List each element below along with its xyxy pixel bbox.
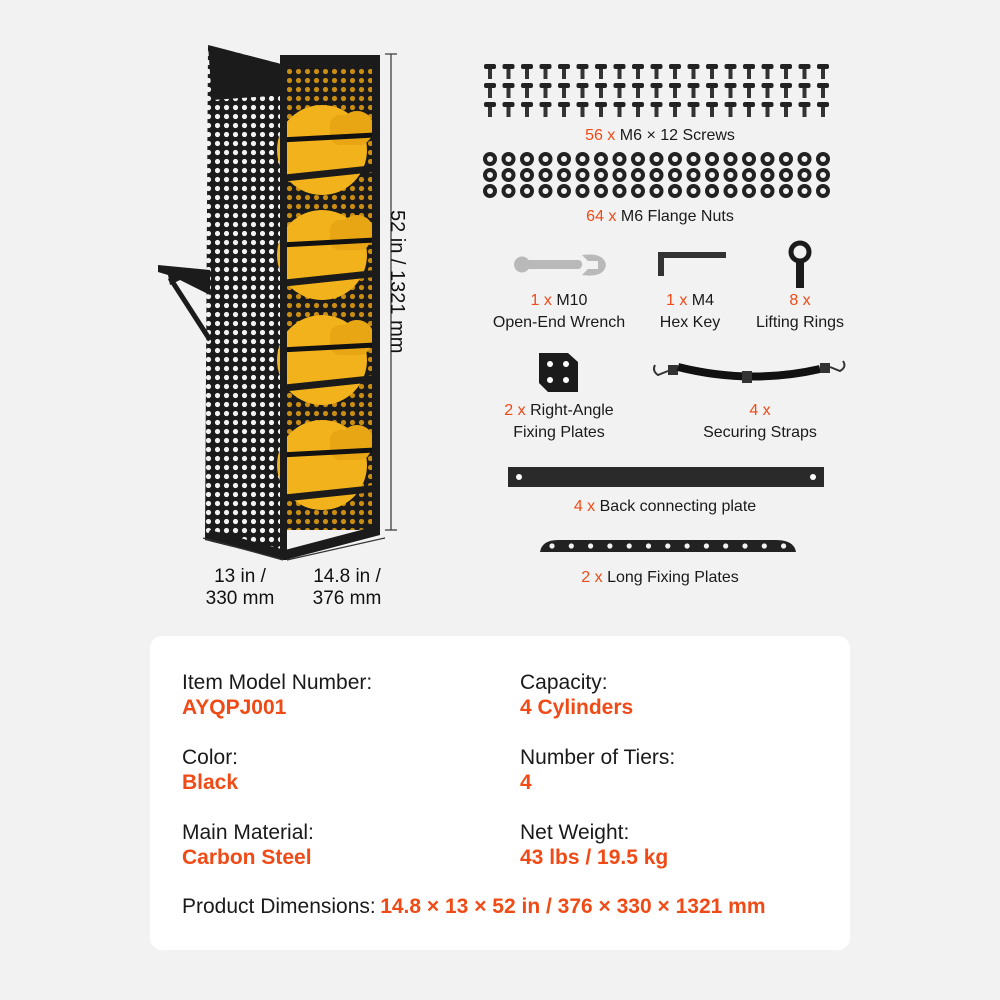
- nut-icon: [724, 152, 738, 166]
- nut-icon: [483, 184, 497, 198]
- spec-model: Item Model Number: AYQPJ001: [182, 671, 373, 719]
- back-connecting-plate-icon: [507, 465, 825, 489]
- hex-key-label: 1 x M4 Hex Key: [659, 292, 721, 331]
- screw-icon: [577, 83, 589, 98]
- nut-icon: [520, 152, 534, 166]
- nut-icon: [520, 184, 534, 198]
- securing-straps-label: 4 x Securing Straps: [703, 402, 817, 441]
- nut-icon: [687, 184, 701, 198]
- screw-icon: [614, 102, 626, 117]
- nut-icon: [557, 168, 571, 182]
- wrench-icon: [512, 250, 607, 280]
- screw-icon: [651, 83, 663, 98]
- nut-icon: [650, 168, 664, 182]
- screw-icon: [688, 64, 700, 79]
- screw-icon: [706, 102, 718, 117]
- nut-icon: [798, 184, 812, 198]
- screw-icon: [540, 102, 552, 117]
- screw-icon: [688, 83, 700, 98]
- spec-card: [150, 636, 850, 950]
- nut-icon: [502, 152, 516, 166]
- spec-tiers: Number of Tiers: 4: [520, 746, 676, 794]
- nut-icon: [613, 152, 627, 166]
- screw-icon: [632, 83, 644, 98]
- screw-icon: [540, 83, 552, 98]
- nut-icon: [687, 152, 701, 166]
- height-label: 52 in / 1321 mm: [386, 210, 408, 354]
- screw-icon: [725, 83, 737, 98]
- screw-icon: [669, 64, 681, 79]
- nut-icon: [539, 184, 553, 198]
- nut-icon: [724, 184, 738, 198]
- screw-icon: [817, 102, 829, 117]
- screw-icon: [503, 83, 515, 98]
- screw-icon: [614, 64, 626, 79]
- nut-icon: [576, 184, 590, 198]
- screw-icon: [706, 83, 718, 98]
- nut-icon: [798, 152, 812, 166]
- nut-icon: [742, 152, 756, 166]
- screw-icon: [725, 64, 737, 79]
- screw-icon: [595, 102, 607, 117]
- nut-icon: [613, 168, 627, 182]
- nut-icon: [705, 184, 719, 198]
- long-fixing-plate-icon: [538, 534, 798, 558]
- screw-icon: [799, 102, 811, 117]
- screw-icon: [706, 64, 718, 79]
- nut-icon: [594, 152, 608, 166]
- nut-icon: [576, 152, 590, 166]
- screw-icon: [799, 64, 811, 79]
- screw-icon: [651, 64, 663, 79]
- screw-icon: [762, 83, 774, 98]
- screw-icon: [780, 64, 792, 79]
- screw-icon: [688, 102, 700, 117]
- screw-icon: [669, 83, 681, 98]
- screw-icon: [632, 102, 644, 117]
- screw-icon: [521, 64, 533, 79]
- screw-icon: [651, 102, 663, 117]
- nut-icon: [705, 168, 719, 182]
- nut-icon: [687, 168, 701, 182]
- nut-icon: [816, 152, 830, 166]
- spec-color: Color: Black: [182, 746, 239, 794]
- nut-icon: [742, 168, 756, 182]
- base-dimension-lines: [195, 530, 405, 570]
- nut-icon: [816, 168, 830, 182]
- screw-icon: [484, 102, 496, 117]
- right-angle-plate-icon: [536, 350, 581, 395]
- screw-icon: [669, 102, 681, 117]
- screw-icon: [762, 64, 774, 79]
- nut-icon: [668, 152, 682, 166]
- nut-icon: [613, 184, 627, 198]
- nut-icon: [742, 184, 756, 198]
- nut-icon: [483, 152, 497, 166]
- nut-icon: [483, 168, 497, 182]
- rack-illustration: [150, 40, 410, 570]
- screw-icon: [558, 102, 570, 117]
- nut-icon: [816, 184, 830, 198]
- nut-icon: [631, 152, 645, 166]
- screw-icon: [521, 83, 533, 98]
- screw-icon: [743, 64, 755, 79]
- screw-icon: [558, 64, 570, 79]
- nut-icon: [631, 184, 645, 198]
- screw-icon: [503, 102, 515, 117]
- spec-material: Main Material: Carbon Steel: [182, 821, 314, 869]
- screw-icon: [484, 83, 496, 98]
- nut-icon: [520, 168, 534, 182]
- screw-icon: [595, 83, 607, 98]
- nut-icon: [576, 168, 590, 182]
- screw-icon: [540, 64, 552, 79]
- nut-icon: [779, 152, 793, 166]
- nut-icon: [798, 168, 812, 182]
- nut-icon: [650, 184, 664, 198]
- width-label: 14.8 in / 376 mm: [312, 566, 382, 609]
- securing-strap-icon: [650, 355, 850, 385]
- screw-icon: [521, 102, 533, 117]
- nut-icon: [668, 184, 682, 198]
- screw-icon: [725, 102, 737, 117]
- nuts-label: 64 x M6 Flange Nuts: [586, 208, 734, 225]
- lifting-rings-label: 8 x Lifting Rings: [755, 292, 845, 331]
- nut-icon: [594, 184, 608, 198]
- depth-label: 13 in / 330 mm: [205, 566, 275, 609]
- nut-icon: [761, 152, 775, 166]
- screw-icon: [632, 64, 644, 79]
- nut-icon: [668, 168, 682, 182]
- screw-icon: [817, 64, 829, 79]
- screw-icon: [558, 83, 570, 98]
- lifting-ring-icon: [785, 240, 815, 290]
- screw-icon: [799, 83, 811, 98]
- screw-icon: [743, 102, 755, 117]
- spec-dimensions: Product Dimensions: 14.8 × 13 × 52 in / 376 × 330 × 1321 mm: [182, 895, 766, 918]
- nut-icon: [557, 152, 571, 166]
- spec-capacity: Capacity: 4 Cylinders: [520, 671, 634, 719]
- nut-icon: [502, 184, 516, 198]
- nut-icon: [761, 168, 775, 182]
- nut-icon: [724, 168, 738, 182]
- back-connecting-plate-label: 4 x Back connecting plate: [573, 498, 757, 515]
- wrench-label: 1 x M10 Open-End Wrench: [492, 292, 626, 331]
- nuts-illustration: [480, 150, 840, 202]
- spec-weight: Net Weight: 43 lbs / 19.5 kg: [520, 821, 669, 869]
- nut-icon: [705, 152, 719, 166]
- nut-icon: [779, 168, 793, 182]
- nut-icon: [650, 152, 664, 166]
- screw-icon: [484, 64, 496, 79]
- screws-label: 56 x M6 × 12 Screws: [585, 127, 735, 144]
- hex-key-icon: [652, 248, 732, 282]
- screw-icon: [577, 64, 589, 79]
- screw-icon: [743, 83, 755, 98]
- screw-icon: [595, 64, 607, 79]
- screw-icon: [817, 83, 829, 98]
- right-angle-plates-label: 2 x Right-Angle Fixing Plates: [504, 402, 614, 441]
- screw-icon: [780, 83, 792, 98]
- nut-icon: [539, 168, 553, 182]
- screw-icon: [780, 102, 792, 117]
- screws-illustration: [480, 60, 840, 122]
- screw-icon: [614, 83, 626, 98]
- screw-icon: [503, 64, 515, 79]
- nut-icon: [557, 184, 571, 198]
- nut-icon: [539, 152, 553, 166]
- screw-icon: [762, 102, 774, 117]
- nut-icon: [761, 184, 775, 198]
- nut-icon: [594, 168, 608, 182]
- long-fixing-plates-label: 2 x Long Fixing Plates: [581, 569, 739, 586]
- nut-icon: [502, 168, 516, 182]
- screw-icon: [577, 102, 589, 117]
- nut-icon: [631, 168, 645, 182]
- nut-icon: [779, 184, 793, 198]
